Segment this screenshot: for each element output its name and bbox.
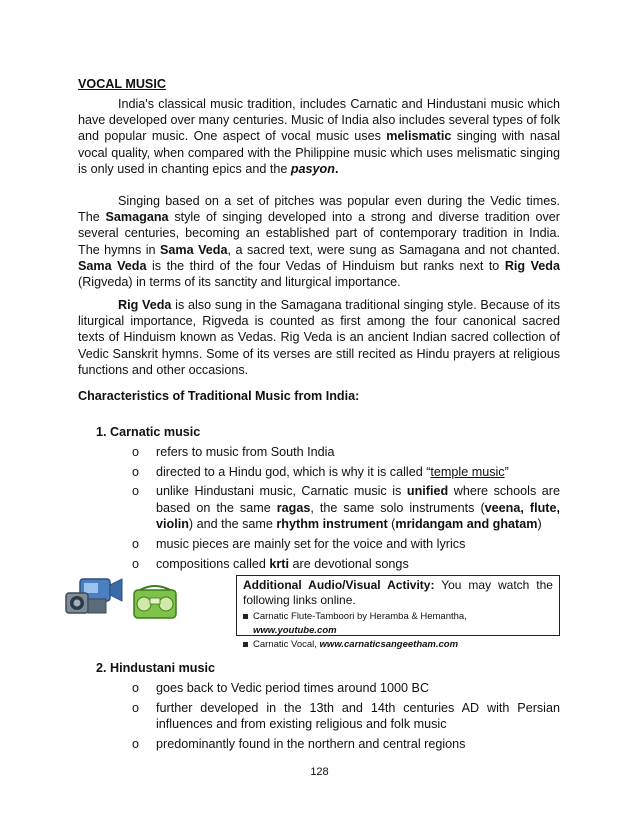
activity-links [243,610,553,652]
section-title: VOCAL MUSIC [78,77,166,91]
list-item: o compositions called krti are devotional songs [132,556,409,571]
activity-box [236,575,560,650]
list-item: o predominantly found in the northern and central regions [132,736,466,751]
list-item: o directed to a Hindu god, which is why it is called “temple music” [132,464,509,479]
paragraph-rig-veda: Rig Veda is also sung in the Samagana traditional singing style. Because of its liturgical importance, Rigveda is counted as first among the four canonical sacred texts of Hinduism known as Vedas. Rig Veda is an ancient Indian sacred collection of Vedic Sanskrit hymns. Some of its verses are still recited as Hindu prayers at religious functions and other occasions. [78,298,560,377]
square-bullet-icon [243,642,248,647]
list-item: Carnatic Flute-Tamboori by Heramba & Hemantha, www.youtube.com [243,610,553,638]
list-item: o music pieces are mainly set for the voice and with lyrics [132,536,466,551]
carnaticsangeetham-link[interactable]: www.carnaticsangeetham.com [319,639,459,650]
characteristics-heading: Characteristics of Traditional Music from India: [78,389,360,403]
youtube-link[interactable]: www.youtube.com [253,625,337,636]
hindustani-list [132,680,560,755]
activity-text: Additional Audio/Visual Activity: You may watch the following links online. [243,578,553,607]
carnatic-list [132,444,560,575]
page-number: 128 [310,766,329,778]
hindustani-heading: 2. Hindustani music [96,661,215,675]
list-item: o refers to music from South India [132,445,335,459]
list-item: o goes back to Vedic period times around 1000 BC [132,681,430,695]
list-item: o unlike Hindustani music, Carnatic music is unified where schools are based on the same ragas, the same solo instruments (veena, flute, violin) and the same rhythm instrument (mridangam and ghatam) [132,484,561,532]
list-item: Carnatic Vocal, www.carnaticsangeetham.com [243,638,553,652]
paragraph-samagana: Singing based on a set of pitches was popular even during the Vedic times. The Samagana style of singing developed into a strong and diverse tradition over several centuries, becoming an established part of contemporary tradition in India. The hymns in Sama Veda, a sacred text, were sung as Samagana and not chanted. Sama Veda is the third of the four Vedas of Hinduism but ranks next to Rig Veda (Rigveda) in terms of its sanctity and liturgical importance. [78,194,561,290]
list-item: o further developed in the 13th and 14th centuries AD with Persian influences and from existing religious and folk music [132,700,560,732]
radio-icon [132,584,178,620]
video-camera-icon [64,575,124,620]
square-bullet-icon [243,614,248,619]
paragraph-intro: India's classical music tradition, includes Carnatic and Hindustani music which have developed over many centuries. Music of India also includes several types of folk and popular music. One aspect of vocal music uses melismatic singing with nasal vocal quality, when compared with the Philippine music which uses melismatic singing is only used in chanting epics and the pasyon. [78,97,560,176]
carnatic-heading: 1. Carnatic music [96,425,201,439]
